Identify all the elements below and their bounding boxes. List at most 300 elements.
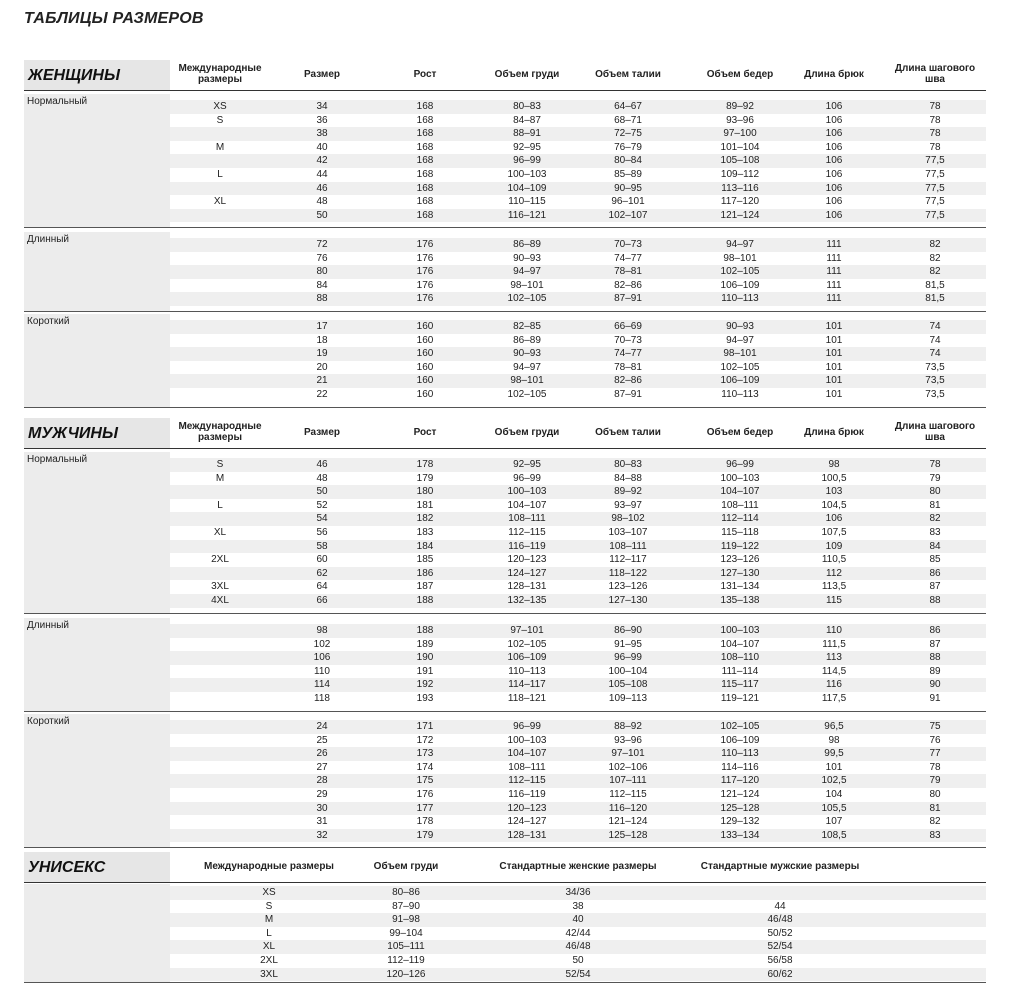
table-cell: 106 [313,652,331,664]
table-cell: 116 [826,679,842,691]
table-cell: 84 [316,279,328,291]
table-cell: 178 [416,816,434,828]
table-cell: 60 [316,554,328,566]
table-row [170,388,986,402]
table-cell: 98–102 [611,513,645,525]
column-header: Стандартные женские размеры [499,861,657,872]
column-header: Длина брюк [804,69,864,80]
table-cell: 44 [316,169,328,180]
table-cell: 80–83 [614,459,642,470]
table-cell: 113–116 [721,182,759,194]
table-cell: 127–130 [608,595,648,606]
column-header: Стандартные мужские размеры [700,861,860,872]
table-cell: 102–105 [720,361,760,373]
table-cell: 46/48 [565,941,591,953]
column-header: Объем груди [373,861,439,872]
table-cell: 105–108 [720,155,760,167]
row-group [24,232,986,312]
table-row [170,265,986,279]
table-cell: 190 [416,652,434,664]
table-cell: 50 [316,486,328,498]
table-cell: 113 [826,652,842,664]
table-cell: 110 [314,665,330,677]
table-cell: 31 [316,816,328,828]
table-cell: 108–111 [721,499,759,511]
table-cell: 28 [316,775,328,787]
table-row [170,900,986,914]
table-cell: XS [262,887,276,898]
table-cell: 81,5 [925,293,945,305]
column-header: Длина шагового шва [894,421,976,443]
table-cell: 107,5 [821,527,847,538]
table-cell: 108,5 [821,829,847,841]
table-cell: 110,5 [821,554,847,566]
column-header: Объем талии [595,69,661,80]
table-cell: 21 [316,375,328,387]
table-cell: 104–107 [720,638,760,650]
table-cell: 101 [825,334,843,346]
table-cell: 101 [825,761,843,773]
table-cell: 106 [825,114,843,126]
table-cell: 52 [316,499,328,511]
table-cell: 106 [825,141,843,153]
table-cell: 110–115 [508,196,546,208]
table-cell: 85–89 [614,169,642,180]
table-cell: L [217,169,223,180]
table-row [170,182,986,196]
table-row [170,374,986,388]
table-cell: 62 [316,567,328,579]
table-cell: 82 [929,266,941,278]
unisex-table-header [24,852,986,883]
group-label-cell [24,884,170,983]
table-cell: L [217,499,223,511]
table-cell: 94–97 [726,334,754,346]
table-cell: 105–108 [608,679,648,691]
table-cell: 132–135 [507,595,547,606]
table-cell: 98–101 [723,252,757,264]
table-cell: 82 [929,513,941,525]
table-cell: 80–84 [614,155,642,167]
table-row [170,638,986,652]
table-cell: 160 [416,375,434,387]
table-cell: 86 [929,567,941,579]
table-cell: 40 [572,914,584,926]
table-cell: 110–113 [508,665,546,677]
table-row [170,815,986,829]
table-cell: 117–120 [720,775,760,787]
table-cell: 186 [416,567,434,579]
column-header: Объем бедер [706,427,774,438]
table-cell: 25 [316,734,328,746]
table-cell: 56 [316,527,328,538]
table-cell: 176 [416,293,434,305]
table-cell: 56/58 [767,955,793,966]
table-cell: S [216,114,224,126]
group-label-cell [24,452,170,614]
group-label: Короткий [27,316,70,327]
column-header: Размер [303,427,341,438]
table-cell: 101 [825,348,843,360]
table-row [170,580,986,594]
table-row [170,334,986,348]
table-cell: 87 [929,638,941,650]
table-cell: 79 [929,472,941,484]
table-cell: 168 [416,101,434,112]
table-cell: 127–130 [720,567,760,579]
table-cell: 78 [929,141,941,153]
table-cell: 119–121 [720,693,760,704]
table-cell: 93–96 [726,114,754,126]
table-row [170,829,986,843]
table-row [170,361,986,375]
table-cell: 86–90 [614,625,642,636]
table-cell: 107–111 [609,775,647,787]
table-cell: 101 [825,389,843,400]
table-row [170,238,986,252]
table-row [170,774,986,788]
table-cell: 52/54 [767,941,793,953]
table-cell: 168 [416,209,434,221]
table-cell: 112 [826,567,842,579]
table-cell: 78 [929,101,941,112]
group-label-cell [24,714,170,848]
table-cell: 91–98 [392,914,420,926]
table-cell: 168 [416,128,434,140]
table-cell: 29 [316,789,328,800]
table-cell: 4XL [211,595,229,606]
table-cell: 93–97 [614,499,642,511]
table-cell: 74–77 [614,348,642,360]
table-cell: 125–128 [720,802,760,814]
table-cell: 100–103 [507,169,547,180]
table-cell: 133–134 [720,829,760,841]
table-row [170,720,986,734]
column-header: Длина шагового шва [894,63,976,85]
table-cell: 75 [929,721,941,732]
table-cell: 77,5 [925,196,945,208]
table-row [170,485,986,499]
table-cell: 46/48 [767,914,793,926]
table-cell: 106 [825,128,843,140]
table-row [170,347,986,361]
table-cell: 111 [826,279,842,291]
table-cell: 77,5 [925,209,945,221]
table-cell: 46 [316,459,328,470]
table-cell: 106 [825,513,843,525]
table-cell: 73,5 [925,389,945,400]
table-cell: 80–86 [392,887,420,898]
table-cell: 101–104 [720,141,760,153]
table-cell: 78–81 [614,266,642,278]
table-cell: 109–113 [608,693,648,704]
table-cell: 2XL [260,955,278,966]
table-cell: 110–113 [721,389,759,400]
table-cell: 70–73 [614,239,642,250]
table-cell: 90–93 [726,321,754,332]
row-group [24,618,986,712]
table-cell: S [216,459,224,470]
table-cell: 106–109 [507,652,547,664]
table-cell: XL [213,196,227,208]
table-cell: 102–105 [507,638,547,650]
table-cell: 179 [416,829,434,841]
table-row [170,279,986,293]
table-cell: 48 [316,196,328,208]
table-cell: 97–100 [723,128,757,140]
table-cell: 106 [825,182,843,194]
table-cell: 98 [828,734,840,746]
table-row [170,927,986,941]
table-cell: 74 [929,321,941,332]
table-cell: 98 [316,625,328,636]
table-cell: 120–126 [386,968,426,980]
table-cell: 107 [825,816,843,828]
women-section-title: ЖЕНЩИНЫ [28,67,120,84]
table-cell: 168 [416,169,434,180]
table-cell: 81,5 [925,279,945,291]
table-cell: 24 [316,721,328,732]
table-row [170,802,986,816]
group-label: Нормальный [27,454,88,465]
table-cell: 97–101 [611,748,645,760]
table-cell: 117–120 [720,196,760,208]
table-cell: 70–73 [614,334,642,346]
table-cell: 18 [316,334,328,346]
table-cell: 112–114 [721,513,759,525]
table-cell: 104–107 [507,748,547,760]
table-cell: 96–99 [513,721,541,732]
table-cell: 179 [416,472,434,484]
table-cell: 50 [572,955,584,966]
table-cell: 188 [416,625,434,636]
column-header: Длина брюк [804,427,864,438]
table-cell: 101 [825,375,843,387]
table-cell: 115 [826,595,842,606]
table-cell: 193 [416,693,434,704]
table-cell: 78 [929,114,941,126]
table-cell: 123–126 [608,581,648,593]
table-cell: 82 [929,816,941,828]
table-cell: 78 [929,761,941,773]
table-cell: 40 [316,141,328,153]
table-cell: 44 [774,900,786,912]
table-cell: 105–111 [387,941,425,953]
table-cell: 86–89 [513,334,541,346]
table-cell: 94–97 [726,239,754,250]
table-cell: 160 [416,321,434,332]
table-cell: 3XL [260,968,278,980]
table-row [170,100,986,114]
table-cell: 104,5 [821,499,847,511]
table-cell: 96–99 [614,652,642,664]
table-cell: XS [213,101,227,112]
table-cell: 96–99 [513,155,541,167]
table-cell: 102–107 [608,209,648,221]
table-cell: 176 [416,789,434,800]
table-cell: 106–109 [720,279,760,291]
table-cell: 88–91 [513,128,541,140]
column-header: Размер [303,69,341,80]
women-table-header [24,60,986,91]
table-cell: 80 [316,266,328,278]
table-cell: 176 [416,279,434,291]
table-cell: 123–126 [720,554,760,566]
table-cell: 188 [416,595,434,606]
table-cell: 111 [826,293,842,305]
table-cell: 82 [929,239,941,250]
table-cell: 110 [826,625,842,636]
table-cell: 102–105 [507,293,547,305]
table-cell: 89–92 [726,101,754,112]
table-cell: 168 [416,182,434,194]
table-cell: XL [262,941,276,953]
table-cell: 36 [316,114,328,126]
table-cell: 110–113 [721,293,759,305]
table-row [170,195,986,209]
table-cell: 73,5 [925,361,945,373]
table-cell: 50 [316,209,328,221]
table-cell: 121–124 [720,789,760,800]
table-cell: 48 [316,472,328,484]
table-cell: 77,5 [925,182,945,194]
table-cell: 106 [825,169,843,180]
table-row [170,320,986,334]
table-cell: 172 [416,734,434,746]
table-cell: 88 [929,595,941,606]
table-cell: 112–117 [609,554,647,566]
table-cell: 160 [416,348,434,360]
table-row [170,567,986,581]
table-cell: 135–138 [720,595,760,606]
table-cell: 88–92 [614,721,642,732]
table-row [170,747,986,761]
table-cell: 183 [416,527,434,538]
table-cell: 74 [929,334,941,346]
table-cell: 114 [314,679,330,691]
group-label-cell [24,232,170,312]
table-cell: 101 [825,361,843,373]
column-header: Международные размеры [178,421,262,443]
table-cell: 66 [316,595,328,606]
column-header: Рост [413,69,437,80]
table-cell: 108–111 [508,513,546,525]
table-cell: 111 [826,239,842,250]
column-header: Объем бедер [706,69,774,80]
table-cell: 42/44 [565,927,591,939]
group-divider [24,227,986,228]
table-row [170,127,986,141]
table-cell: 26 [316,748,328,760]
table-cell: 129–132 [720,816,760,828]
table-cell: 189 [416,638,434,650]
table-cell: 86 [929,625,941,636]
group-label: Короткий [27,716,70,727]
table-cell: 77,5 [925,155,945,167]
table-cell: 86–89 [513,239,541,250]
table-cell: M [215,472,225,484]
table-cell: 176 [416,266,434,278]
table-cell: 90–95 [614,182,642,194]
column-header: Объем талии [595,427,661,438]
table-cell: 181 [416,499,434,511]
group-divider [24,613,986,614]
table-cell: 109 [825,540,843,552]
table-cell: 76 [316,252,328,264]
table-row [170,665,986,679]
table-cell: 83 [929,527,941,538]
table-cell: 99–104 [389,927,423,939]
table-cell: 85 [929,554,941,566]
table-cell: 109–112 [720,169,760,180]
table-row [170,954,986,968]
table-cell: 102–105 [720,721,760,732]
row-group [24,94,986,228]
table-cell: 116–120 [608,802,648,814]
table-cell: 192 [416,679,434,691]
table-cell: 112–115 [609,789,647,800]
table-cell: 176 [416,239,434,250]
table-cell: 93–96 [614,734,642,746]
table-cell: 92–95 [513,141,541,153]
table-row [170,678,986,692]
table-cell: 81 [929,499,941,511]
table-cell: 112–119 [387,955,425,966]
table-cell: 84–87 [513,114,541,126]
table-cell: 115–118 [721,527,759,538]
table-cell: 168 [416,196,434,208]
table-cell: 82–85 [513,321,541,332]
table-cell: 22 [316,389,328,400]
table-cell: 78 [929,128,941,140]
table-cell: 34 [316,101,328,112]
table-row [170,940,986,954]
table-cell: 94–97 [513,361,541,373]
group-label: Длинный [27,620,70,631]
table-cell: 124–127 [507,567,547,579]
group-divider [24,982,986,983]
table-row [170,788,986,802]
table-cell: 74–77 [614,252,642,264]
table-cell: 100–103 [720,625,760,636]
table-cell: 191 [416,665,434,677]
column-header: Объем груди [494,69,560,80]
row-group [24,714,986,848]
table-cell: 108–111 [508,761,546,773]
table-cell: 72–75 [614,128,642,140]
table-cell: 78 [929,459,941,470]
table-row [170,594,986,608]
table-cell: 89 [929,665,941,677]
table-cell: 90–93 [513,348,541,360]
table-cell: 72 [316,239,328,250]
table-cell: 117,5 [821,693,847,704]
table-cell: 100,5 [821,472,847,484]
table-cell: 121–124 [608,816,648,828]
table-cell: 76–79 [614,141,642,153]
table-cell: 106 [825,155,843,167]
table-cell: 105,5 [821,802,847,814]
table-cell: 102 [313,638,331,650]
table-cell: 100–103 [507,486,547,498]
table-cell: 66–69 [614,321,642,332]
table-cell: 17 [316,321,328,332]
table-cell: 98–101 [510,279,544,291]
table-cell: 180 [416,486,434,498]
group-divider [24,711,986,712]
table-cell: 128–131 [507,581,547,593]
table-cell: 98–101 [510,375,544,387]
